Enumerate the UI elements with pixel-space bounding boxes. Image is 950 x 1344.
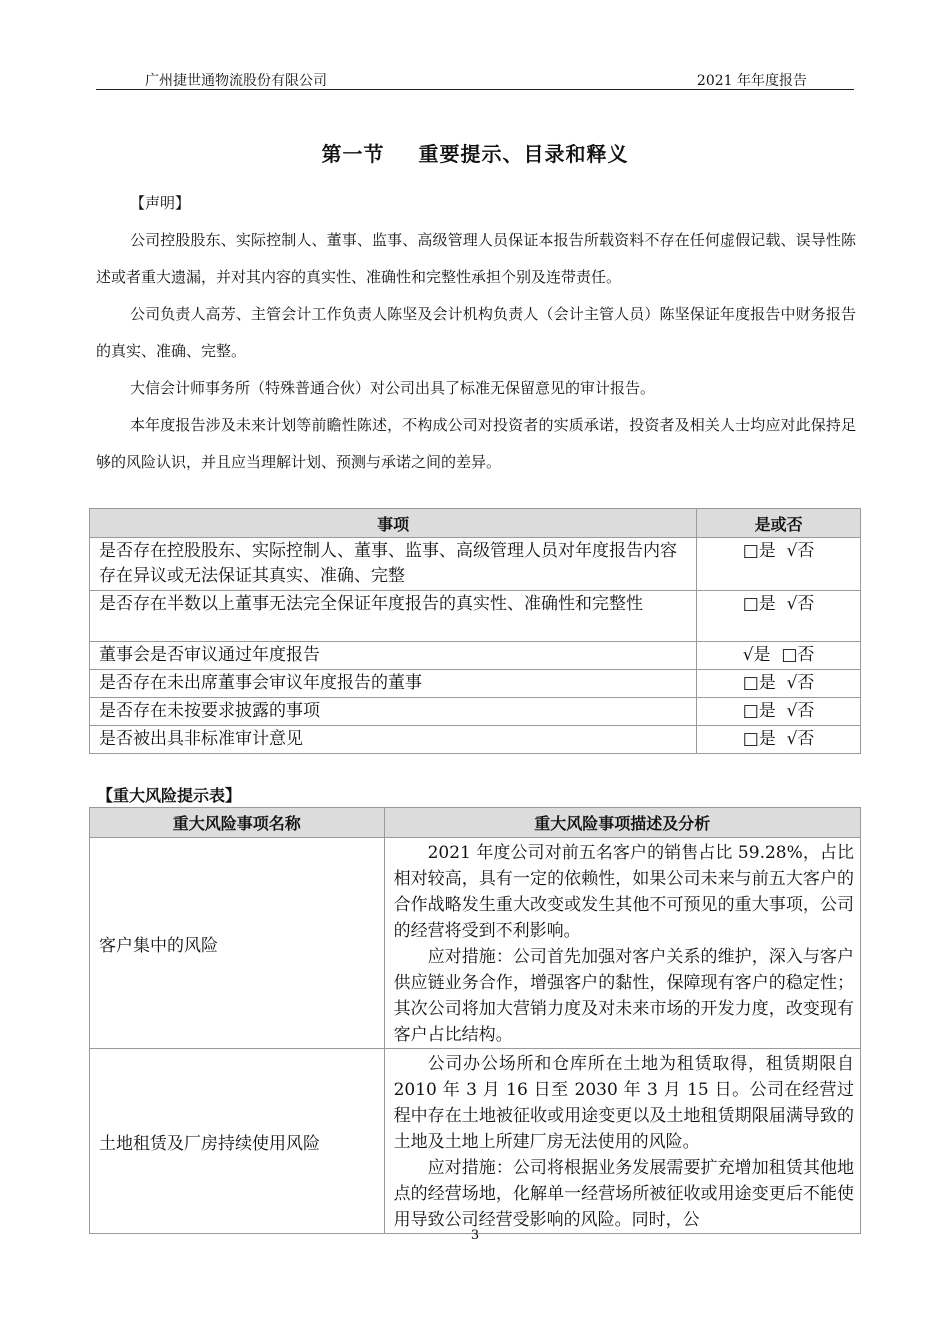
risk-table — [89, 807, 861, 1234]
matters-item: 是否存在半数以上董事无法完全保证年度报告的真实性、准确性和完整性 — [90, 591, 697, 642]
matters-answer: √是 □否 — [697, 642, 861, 670]
risk-header-desc: 重大风险事项描述及分析 — [384, 808, 860, 838]
risk-description — [384, 1049, 860, 1234]
statement-paragraph: 大信会计师事务所（特殊普通合伙）对公司出具了标准无保留意见的审计报告。 — [130, 379, 656, 397]
matters-table — [89, 508, 861, 754]
risk-paragraph: 公司办公场所和仓库所在土地为租赁取得，租赁期限自 2010 年 3 月 16 日至 2030 年 3 月 15 日。公司在经营过程中存在土地被征收或用途变更以及土地租赁期限届满导致的土地及土地上所建厂房无法使用的风险。 — [393, 1054, 854, 1152]
risk-paragraph: 应对措施：公司首先加强对客户关系的维护，深入与客户供应链业务合作，增强客户的黏性，保障现有客户的稳定性；其次公司将加大营销力度及对未来市场的开发力度，改变现有客户占比结构。 — [393, 947, 854, 1045]
header-company: 广州捷世通物流股份有限公司 — [145, 73, 327, 89]
risk-name: 客户集中的风险 — [90, 838, 385, 1049]
header-divider — [96, 89, 854, 90]
risk-name: 土地租赁及厂房持续使用风险 — [90, 1049, 385, 1234]
matters-answer: □是 √否 — [697, 538, 861, 591]
statement-paragraph: 本年度报告涉及未来计划等前瞻性陈述，不构成公司对投资者的实质承诺，投资者及相关人士均应对此保持足够的风险认识，并且应当理解计划、预测与承诺之间的差异。 — [96, 416, 856, 471]
matters-answer: □是 √否 — [697, 726, 861, 754]
section-name: 重要提示、目录和释义 — [418, 142, 629, 166]
header-report-title: 2021 年年度报告 — [696, 73, 807, 89]
risk-paragraph: 2021 年度公司对前五名客户的销售占比 59.28%，占比相对较高，具有一定的依赖性，如果公司未来与前五大客户的合作战略发生重大改变或发生其他不可预见的重大事项，公司的经营将受到不利影响。 — [393, 843, 854, 941]
matters-item: 是否被出具非标准审计意见 — [90, 726, 697, 754]
matters-answer: □是 √否 — [697, 591, 861, 642]
section-number: 第一节 — [321, 142, 385, 166]
matters-header-answer: 是或否 — [697, 509, 861, 538]
risk-table-caption: 【重大风险提示表】 — [97, 786, 242, 805]
statement-paragraph: 公司负责人高芳、主管会计工作负责人陈坚及会计机构负责人（会计主管人员）陈坚保证年度报告中财务报告的真实、准确、完整。 — [96, 305, 856, 360]
matters-answer: □是 √否 — [697, 670, 861, 698]
page-number: 3 — [470, 1228, 480, 1243]
matters-item: 是否存在控股股东、实际控制人、董事、监事、高级管理人员对年度报告内容存在异议或无法保证其真实、准确、完整 — [90, 538, 697, 591]
matters-item: 是否存在未出席董事会审议年度报告的董事 — [90, 670, 697, 698]
statement-paragraph: 公司控股股东、实际控制人、董事、监事、高级管理人员保证本报告所载资料不存在任何虚假记载、误导性陈述或者重大遗漏，并对其内容的真实性、准确性和完整性承担个别及连带责任。 — [96, 231, 856, 286]
risk-paragraph: 应对措施：公司将根据业务发展需要扩充增加租赁其他地点的经营场地，化解单一经营场所被征收或用途变更后不能使用导致公司经营受影响的风险。同时，公 — [393, 1158, 854, 1230]
matters-answer: □是 √否 — [697, 698, 861, 726]
page-title — [0, 138, 950, 167]
matters-item: 是否存在未按要求披露的事项 — [90, 698, 697, 726]
risk-header-name: 重大风险事项名称 — [90, 808, 385, 838]
matters-item: 董事会是否审议通过年度报告 — [90, 642, 697, 670]
statement-label: 【声明】 — [130, 194, 191, 212]
matters-header-item: 事项 — [90, 509, 697, 538]
risk-description — [384, 838, 860, 1049]
